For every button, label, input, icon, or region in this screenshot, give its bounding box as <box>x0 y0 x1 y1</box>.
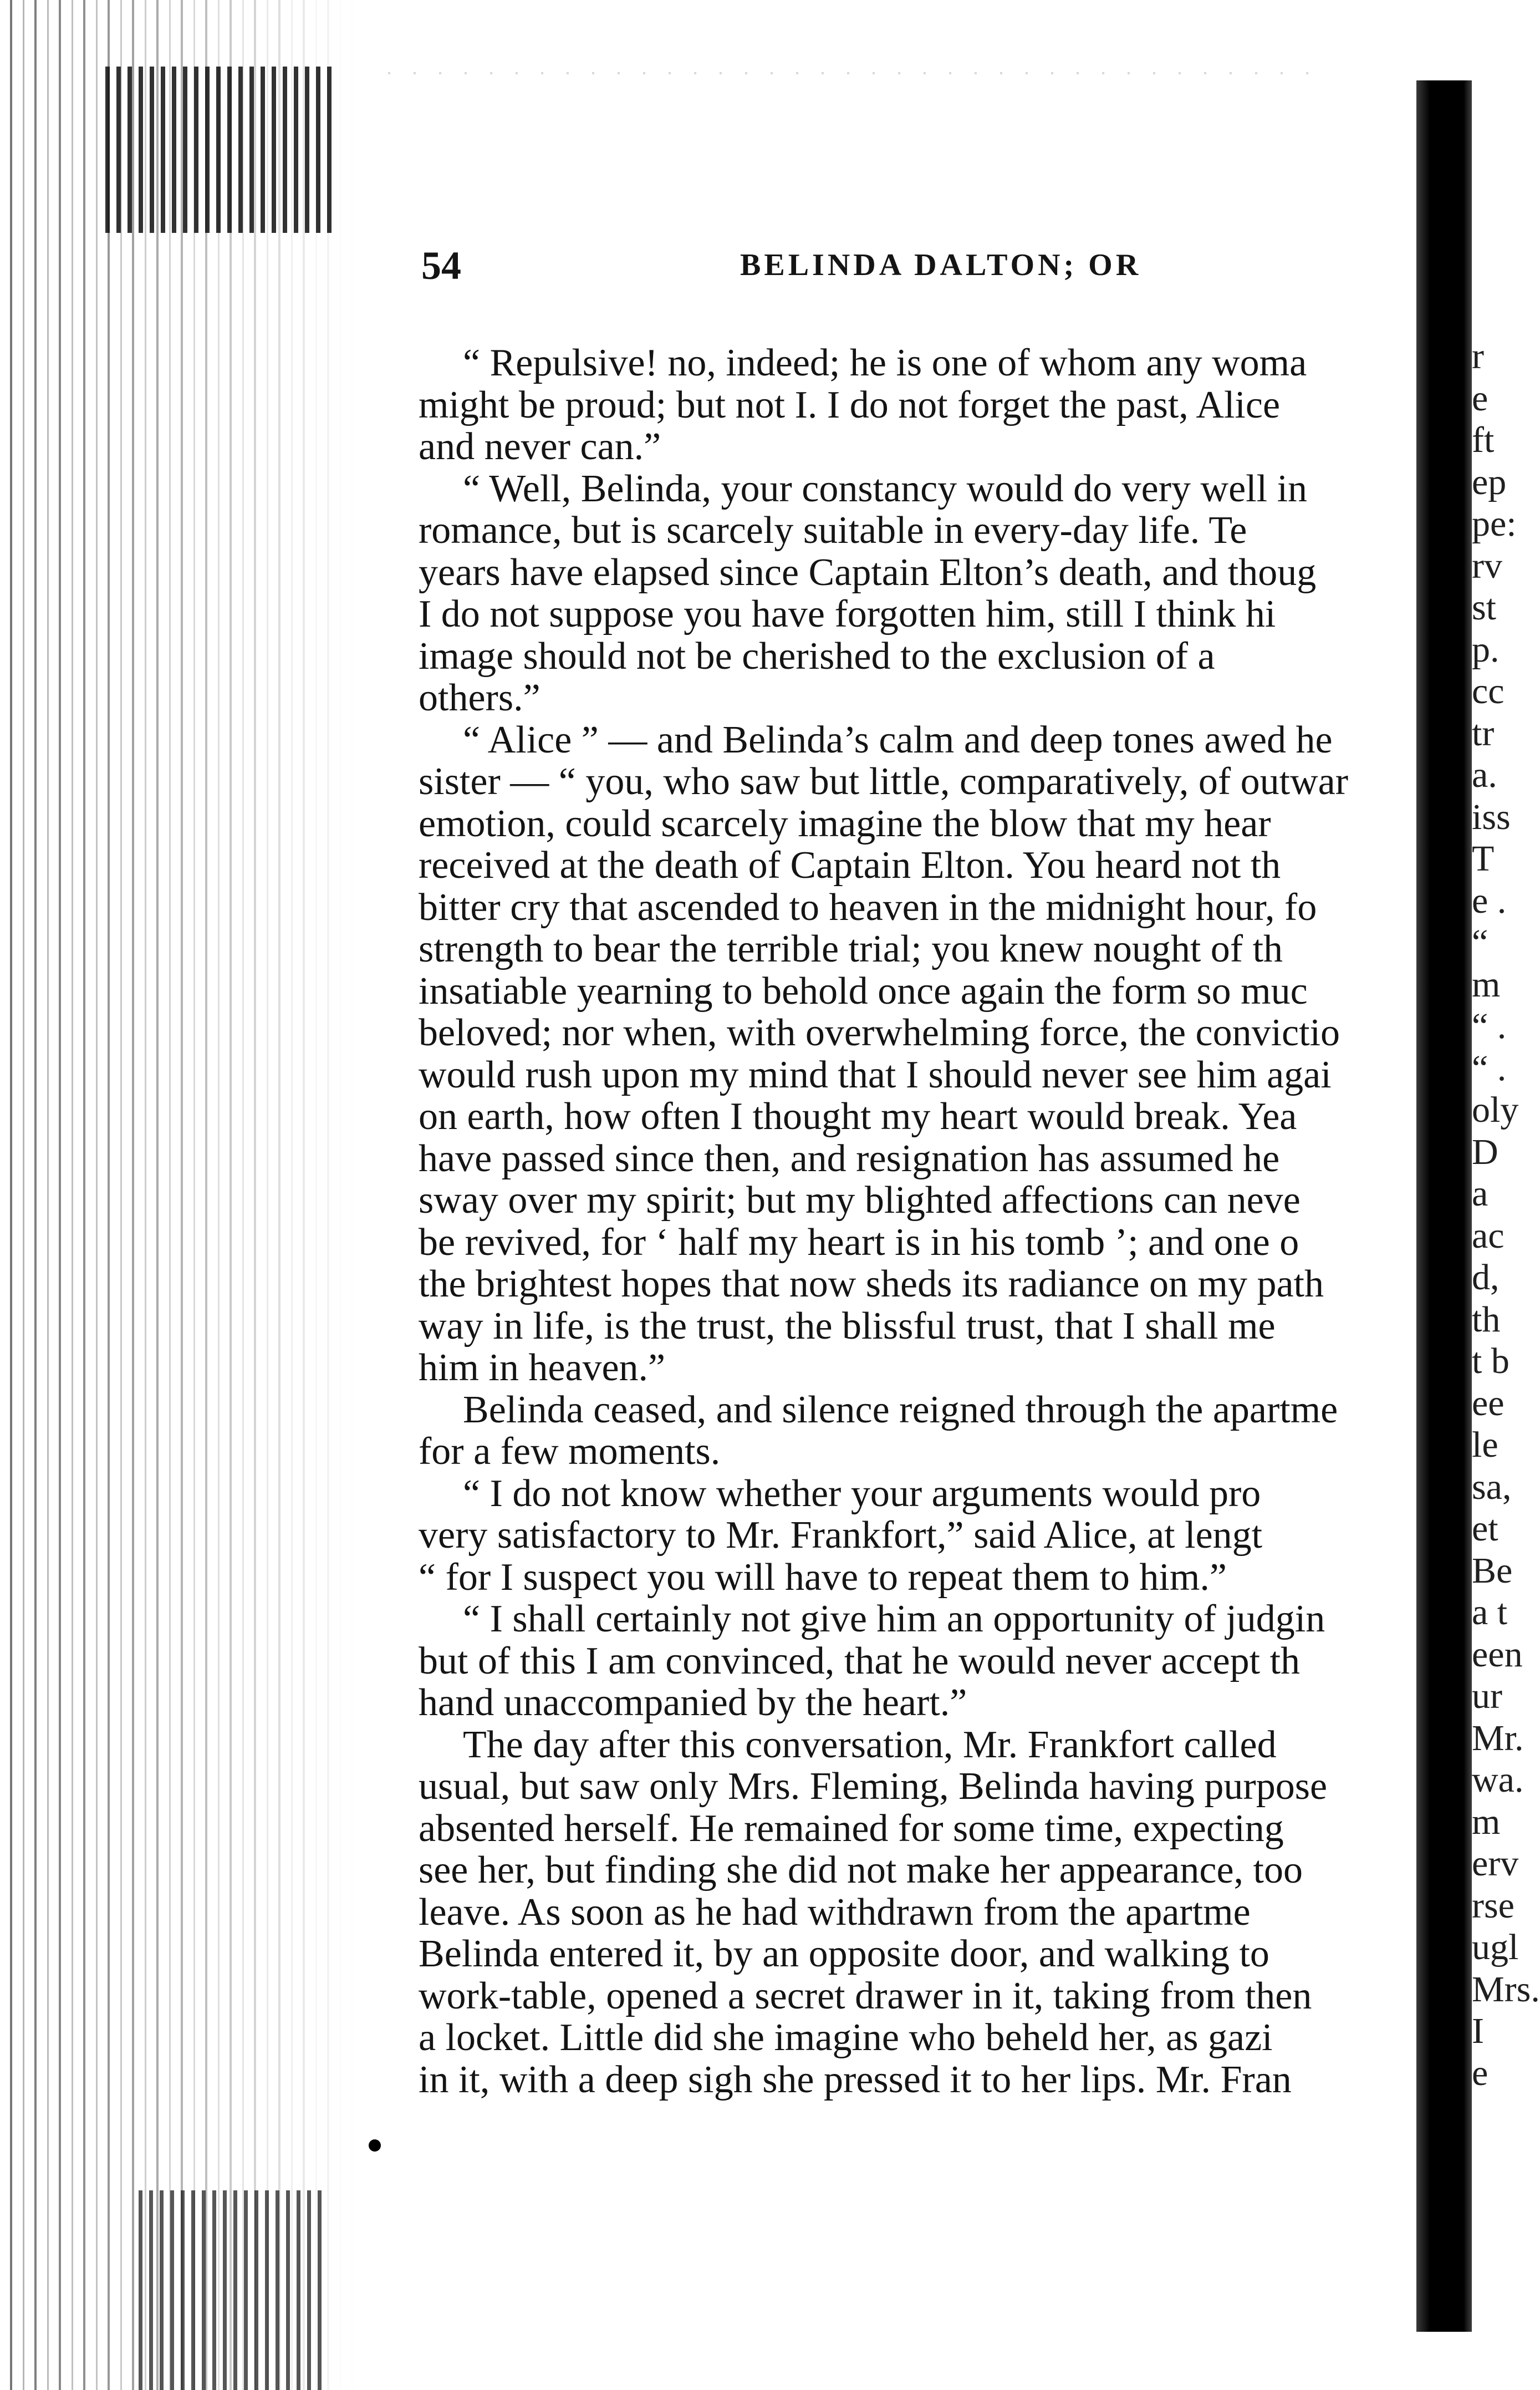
facing-page-fragment: d, <box>1472 1257 1500 1298</box>
facing-page-fragment: m <box>1472 964 1501 1005</box>
facing-page-fragment: “ . <box>1472 1047 1507 1089</box>
facing-page-fragment: e <box>1472 378 1488 419</box>
text-line: him in heaven.” <box>419 1346 666 1389</box>
text-line: be revived, for ‘ half my heart is in his tomb ’; and one o <box>419 1221 1299 1264</box>
facing-page-fragment: ft <box>1472 420 1495 460</box>
text-line: hand unaccompanied by the heart.” <box>419 1681 967 1724</box>
facing-page-fragment: et <box>1472 1508 1498 1549</box>
facing-page-fragment: oly <box>1472 1090 1519 1130</box>
binding-gutter <box>1416 80 1472 2332</box>
text-line: received at the death of Captain Elton. You heard not th <box>419 844 1281 887</box>
facing-page-fragment: ur <box>1472 1676 1502 1716</box>
facing-page-fragment: ac <box>1472 1215 1505 1256</box>
text-line: image should not be cherished to the exclusion of a <box>419 634 1215 678</box>
text-line: absented herself. He remained for some time, expecting <box>419 1807 1284 1850</box>
facing-page-fragment: th <box>1472 1299 1501 1340</box>
page-number: 54 <box>421 243 461 288</box>
scan-specks-top <box>388 72 1330 74</box>
facing-page-fragment: a t <box>1472 1592 1508 1633</box>
text-line: sway over my spirit; but my blighted affections can neve <box>419 1179 1301 1222</box>
facing-page-fragment: een <box>1472 1634 1523 1675</box>
text-line: years have elapsed since Captain Elton’s death, and thoug <box>419 551 1317 594</box>
text-line: on earth, how often I thought my heart would break. Yea <box>419 1095 1297 1138</box>
facing-page-fragment: Be <box>1472 1550 1513 1591</box>
text-line: romance, but is scarcely suitable in every-day life. Te <box>419 509 1247 552</box>
page-header <box>421 243 1364 293</box>
facing-page-spacer <box>1472 80 1530 335</box>
facing-page-fragment: I <box>1472 2011 1484 2051</box>
text-line: for a few moments. <box>419 1430 721 1473</box>
text-line: a locket. Little did she imagine who beheld her, as gazi <box>419 2016 1273 2059</box>
facing-page-fragment: Mrs. <box>1472 1969 1540 2010</box>
scan-noise-bottom-left <box>139 2190 322 2390</box>
text-line: “ I do not know whether your arguments would pro <box>463 1472 1261 1515</box>
facing-page-fragment: le <box>1472 1425 1498 1465</box>
facing-page-fragment: “ <box>1472 922 1488 963</box>
scan-noise-top-left <box>105 67 338 233</box>
body-text <box>419 342 1497 2189</box>
text-line: sister — “ you, who saw but little, comparatively, of outwar <box>419 760 1349 803</box>
facing-page-fragment: D <box>1472 1131 1498 1172</box>
text-line: the brightest hopes that now sheds its radiance on my path <box>419 1263 1324 1305</box>
text-line: The day after this conversation, Mr. Frankfort called <box>463 1723 1277 1766</box>
facing-page-fragment: m <box>1472 1801 1501 1842</box>
text-line: have passed since then, and resignation has assumed he <box>419 1137 1280 1180</box>
facing-page-fragment: T <box>1472 838 1495 879</box>
text-line: insatiable yearning to behold once again the form so muc <box>419 969 1308 1013</box>
text-line: beloved; nor when, with overwhelming force, the convictio <box>419 1011 1340 1054</box>
facing-page-fragment: r <box>1472 336 1484 377</box>
text-line: in it, with a deep sigh she pressed it to her lips. Mr. Fran <box>419 2058 1292 2101</box>
facing-page-fragment: a <box>1472 1173 1488 1214</box>
text-line: “ Repulsive! no, indeed; he is one of whom any woma <box>463 342 1307 384</box>
scan-shadow-left <box>0 0 355 2390</box>
text-line: Belinda entered it, by an opposite door, and walking to <box>419 1933 1269 1975</box>
facing-page-fragment: ugl <box>1472 1927 1519 1967</box>
text-line: “ for I suspect you will have to repeat them to him.” <box>419 1555 1227 1599</box>
text-line: usual, but saw only Mrs. Fleming, Belinda having purpose <box>419 1765 1328 1808</box>
facing-page-fragment: e <box>1472 2052 1488 2093</box>
facing-page-fragment: st <box>1472 587 1497 628</box>
running-title: BELINDA DALTON; OR <box>740 248 1142 282</box>
text-line: Belinda ceased, and silence reigned through the apartme <box>463 1388 1338 1431</box>
facing-page-fragment: wa. <box>1472 1760 1524 1800</box>
facing-page-fragment: tr <box>1472 713 1495 754</box>
text-line: would rush upon my mind that I should never see him agai <box>419 1053 1332 1096</box>
facing-page-fragment: cc <box>1472 671 1505 711</box>
facing-page-fragment: iss <box>1472 796 1511 837</box>
text-line: “ Well, Belinda, your constancy would do very well in <box>463 467 1308 510</box>
text-line: might be proud; but not I. I do not forget the past, Alice <box>419 383 1281 426</box>
facing-page-fragment: sa, <box>1472 1466 1512 1507</box>
text-line: and never can.” <box>419 425 661 468</box>
facing-page-fragment: rv <box>1472 545 1502 586</box>
ink-spot <box>369 2139 381 2152</box>
facing-page-fragment: rse <box>1472 1885 1514 1926</box>
facing-page-fragment: e . <box>1472 880 1507 921</box>
facing-page-fragment: Mr. <box>1472 1717 1524 1758</box>
facing-page-edge <box>1472 80 1540 2332</box>
facing-page-fragment: “ . <box>1472 1006 1507 1046</box>
text-line: very satisfactory to Mr. Frankfort,” said Alice, at lengt <box>419 1514 1263 1557</box>
text-line: but of this I am convinced, that he would never accept th <box>419 1639 1301 1682</box>
text-line: “ Alice ” — and Belinda’s calm and deep tones awed he <box>463 718 1333 761</box>
facing-page-fragment: t b <box>1472 1341 1510 1381</box>
facing-page-fragment: p. <box>1472 629 1500 670</box>
text-line: see her, but finding she did not make her appearance, too <box>419 1849 1303 1891</box>
facing-page-fragment: pe: <box>1472 504 1517 544</box>
facing-page-fragment: ep <box>1472 461 1507 502</box>
text-line: emotion, could scarcely imagine the blow that my hear <box>419 802 1271 845</box>
text-line: leave. As soon as he had withdrawn from the apartme <box>419 1890 1251 1934</box>
text-line: way in life, is the trust, the blissful trust, that I shall me <box>419 1304 1276 1347</box>
facing-page-fragment: ee <box>1472 1382 1505 1423</box>
facing-page-fragment: erv <box>1472 1843 1519 1884</box>
facing-page-fragment: a. <box>1472 755 1497 795</box>
text-line: “ I shall certainly not give him an opportunity of judgin <box>463 1598 1325 1640</box>
text-line: I do not suppose you have forgotten him, still I think hi <box>419 593 1276 635</box>
text-line: bitter cry that ascended to heaven in the midnight hour, fo <box>419 886 1317 929</box>
text-line: work-table, opened a secret drawer in it, taking from then <box>419 1974 1312 2017</box>
text-line: others.” <box>419 677 540 719</box>
text-line: strength to bear the terrible trial; you knew nought of th <box>419 928 1283 970</box>
